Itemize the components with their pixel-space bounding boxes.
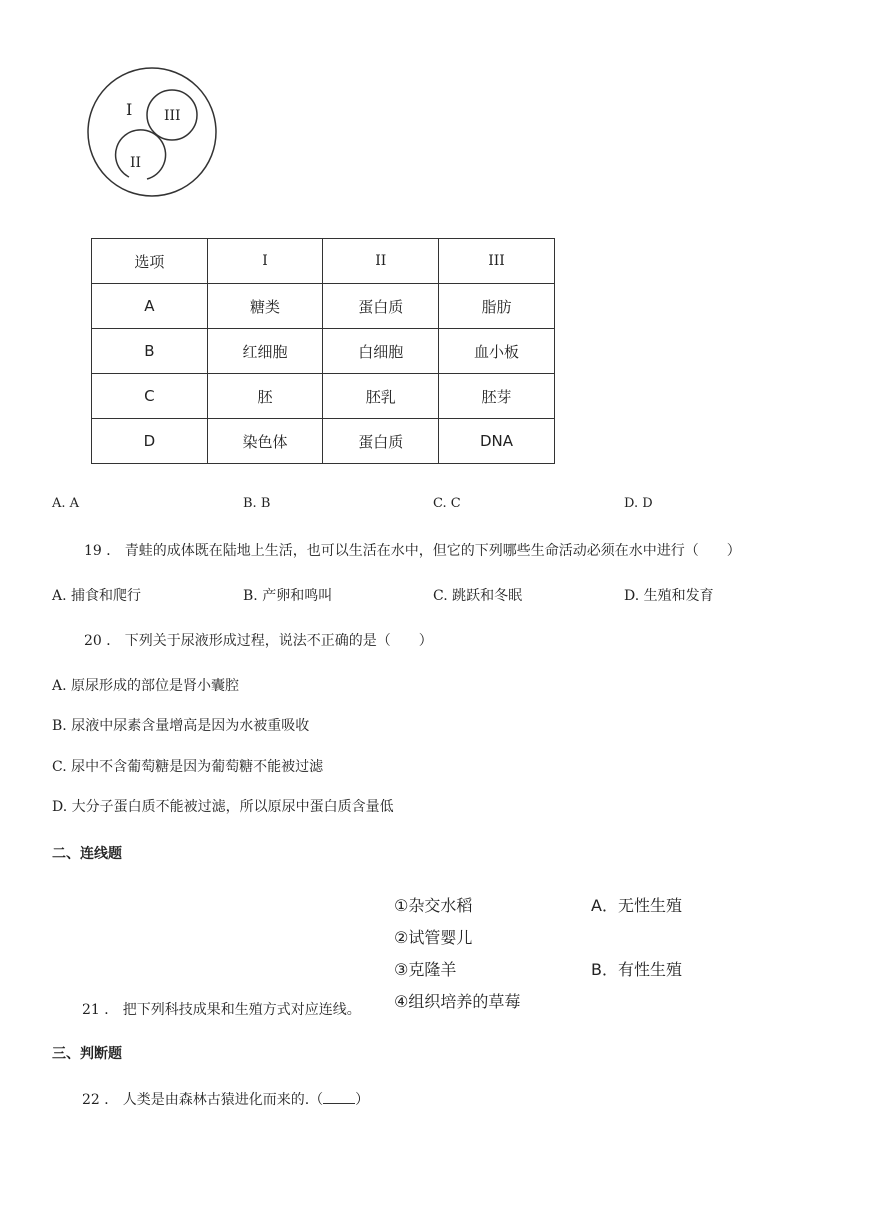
table-cell: 糖类 (207, 284, 323, 329)
table-cell: 染色体 (207, 419, 323, 464)
table-row (92, 374, 555, 419)
q19-option-a[interactable]: A. 捕食和爬行 (52, 588, 142, 604)
table-cell: D (92, 419, 208, 464)
q20-option-a[interactable]: A. 原尿形成的部位是肾小囊腔 (52, 678, 240, 694)
q21-left-item-1: ①杂交水稻 (394, 896, 473, 915)
table-row (92, 284, 555, 329)
nested-circles-diagram (84, 62, 224, 202)
table-cell: 胚芽 (439, 374, 555, 419)
table-cell: 红细胞 (207, 329, 323, 374)
q21-left-item-2: ②试管婴儿 (394, 928, 473, 947)
q20-option-c[interactable]: C. 尿中不含葡萄糖是因为葡萄糖不能被过滤 (52, 759, 324, 775)
table-cell: C (92, 374, 208, 419)
table-row (92, 329, 555, 374)
options-table (91, 238, 555, 464)
q18-option-a[interactable]: A. A (52, 496, 80, 511)
q21-right-item-a: A．无性生殖 (591, 896, 682, 915)
q18-option-d[interactable]: D. D (624, 496, 653, 511)
q19-option-b[interactable]: B. 产卵和鸣叫 (243, 588, 333, 604)
table-cell: 蛋白质 (323, 284, 439, 329)
table-cell: 血小板 (439, 329, 555, 374)
q22-stem-text: 22 ． 人类是由森林古猿进化而来的.（ (82, 1092, 324, 1108)
table-row (92, 419, 555, 464)
q18-option-c[interactable]: C. C (433, 496, 461, 511)
table-header-row (92, 239, 555, 284)
table-cell: 白细胞 (323, 329, 439, 374)
q18-option-b[interactable]: B. B (243, 496, 271, 511)
q21-left-item-3: ③克隆羊 (394, 960, 457, 979)
table-cell: A (92, 284, 208, 329)
table-cell: B (92, 329, 208, 374)
q19-option-c[interactable]: C. 跳跃和冬眠 (433, 588, 523, 604)
section-heading-judgement: 三、判断题 (52, 1046, 122, 1062)
table-cell: 胚 (207, 374, 323, 419)
table-header-cell: 选项 (92, 239, 208, 284)
q22-answer-blank[interactable] (323, 1091, 355, 1104)
q19-option-d[interactable]: D. 生殖和发育 (624, 588, 714, 604)
section-heading-matching: 二、连线题 (52, 846, 122, 862)
label-II: II (130, 155, 142, 171)
table-header-cell: III (439, 239, 555, 284)
table-header-cell: I (207, 239, 323, 284)
label-I: I (126, 100, 133, 119)
table-cell: 蛋白质 (323, 419, 439, 464)
table-cell: DNA (439, 419, 555, 464)
q21-stem: 21 ． 把下列科技成果和生殖方式对应连线。 (82, 1002, 361, 1018)
table-header-cell: II (323, 239, 439, 284)
label-III: III (164, 108, 181, 124)
table-cell: 脂肪 (439, 284, 555, 329)
q19-stem: 19 ． 青蛙的成体既在陆地上生活，也可以生活在水中，但它的下列哪些生命活动必须在水中进行（ ） (84, 543, 741, 559)
q22-stem-close: ） (355, 1092, 370, 1108)
q21-right-item-b: B．有性生殖 (591, 960, 682, 979)
table-cell: 胚乳 (323, 374, 439, 419)
q20-stem: 20 ． 下列关于尿液形成过程，说法不正确的是（ ） (84, 633, 433, 649)
q22-stem (82, 1089, 369, 1109)
q21-left-item-4: ④组织培养的草莓 (394, 992, 521, 1011)
q20-option-d[interactable]: D. 大分子蛋白质不能被过滤，所以原尿中蛋白质含量低 (52, 799, 394, 815)
q20-option-b[interactable]: B. 尿液中尿素含量增高是因为水被重吸收 (52, 718, 310, 734)
